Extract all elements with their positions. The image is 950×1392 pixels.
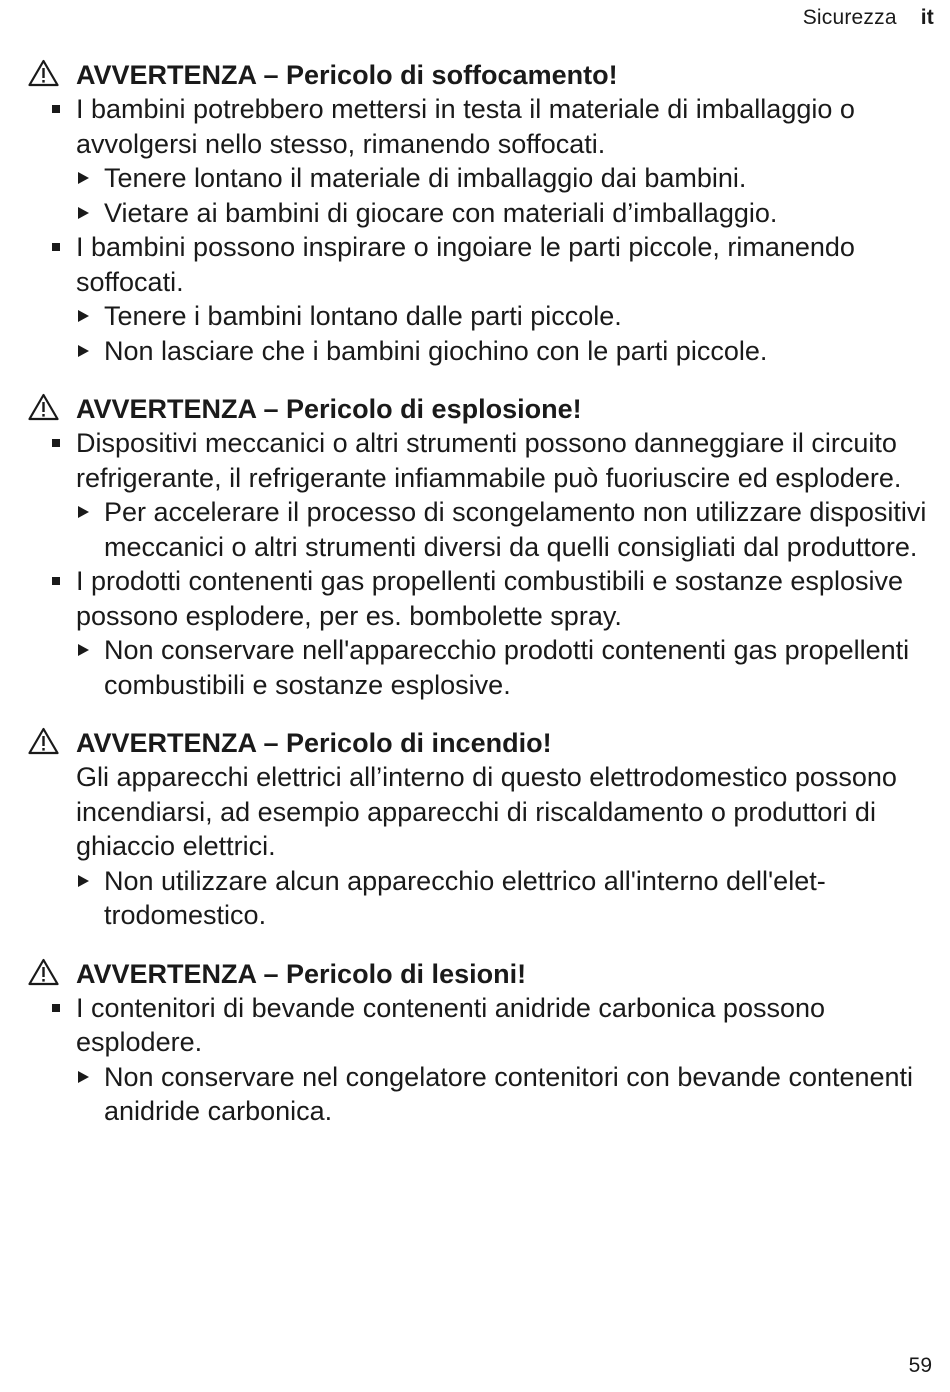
warning-triangle-icon <box>28 958 59 986</box>
bullet-text: Dispositivi meccanici o altri strumenti possono danneggiare il circuito refrigerante, il refrigerante infiammabile può fuoriuscire ed esplodere. <box>76 428 902 493</box>
action-arrow-icon <box>78 172 89 184</box>
action-text: Non utilizzare alcun apparecchio elettrico all'interno dell'elettrodomestico. <box>104 865 826 930</box>
bullet-square-icon <box>52 577 60 585</box>
warning-heading <box>28 392 938 426</box>
warning-fire <box>28 726 938 933</box>
bullet-text: I prodotti contenenti gas propellenti combustibili e sostanze esplosive possono esplodere, per es. bombolette spray. <box>76 566 903 631</box>
action-arrow-icon <box>78 875 89 887</box>
bullet-square-icon <box>52 105 60 113</box>
bullet-square-icon <box>52 1004 60 1012</box>
action-text: Non lasciare che i bambini giochino con le parti piccole. <box>104 335 768 366</box>
action-arrow-icon <box>78 506 89 518</box>
action-item <box>28 299 938 334</box>
warning-injury <box>28 957 938 1129</box>
page-number: 59 <box>908 1354 932 1377</box>
action-arrow-icon <box>78 644 89 656</box>
list-item <box>28 426 938 495</box>
language-code: it <box>920 6 934 29</box>
warning-title: AVVERTENZA – Pericolo di esplosione! <box>76 394 582 424</box>
action-item <box>28 334 938 369</box>
list-item <box>28 991 938 1060</box>
warning-explosion <box>28 392 938 702</box>
bullet-text: I contenitori di bevande contenenti anidride carbonica possono esplodere. <box>76 992 826 1057</box>
bullet-square-icon <box>52 243 60 251</box>
bullet-text: I bambini possono inspirare o ingoiare le parti piccole, rimanendo soffocati. <box>76 232 855 297</box>
action-text: Non conservare nel congelatore contenitori con bevande contenenti anidride carbonica. <box>104 1061 914 1126</box>
warning-triangle-icon <box>28 393 59 421</box>
warning-title: AVVERTENZA – Pericolo di soffocamento! <box>76 60 618 90</box>
warning-triangle-icon <box>28 59 59 87</box>
list-item <box>28 230 938 299</box>
action-item <box>28 196 938 231</box>
warning-intro: Gli apparecchi elettrici all’interno di questo elettrodomestico possono incendiarsi, ad esempio apparecchi di riscaldamento o produttori di ghiaccio elettrici. <box>76 762 897 861</box>
safety-content <box>28 58 938 1153</box>
action-arrow-icon <box>78 345 89 357</box>
action-text: Vietare ai bambini di giocare con materiali d’imballaggio. <box>104 197 778 228</box>
action-item <box>28 633 938 702</box>
warning-title: AVVERTENZA – Pericolo di incendio! <box>76 728 552 758</box>
action-arrow-icon <box>78 310 89 322</box>
warning-heading <box>28 957 938 991</box>
warning-heading <box>28 726 938 760</box>
warning-heading <box>28 58 938 92</box>
warning-title: AVVERTENZA – Pericolo di lesioni! <box>76 958 527 989</box>
section-title: Sicurezza <box>802 6 897 29</box>
action-item <box>28 161 938 196</box>
action-arrow-icon <box>78 207 89 219</box>
list-item <box>28 92 938 161</box>
action-text: Tenere lontano il materiale di imballaggio dai bambini. <box>104 163 747 193</box>
page-header <box>803 6 934 30</box>
warning-suffocation <box>28 58 938 368</box>
warning-triangle-icon <box>28 727 59 755</box>
action-arrow-icon <box>78 1071 89 1083</box>
action-text: Non conservare nell'apparecchio prodotti contenenti gas propellenti combustibili e sostanze esplosive. <box>104 635 910 700</box>
action-item <box>28 864 938 933</box>
list-item <box>28 564 938 633</box>
action-text: Per accelerare il processo di scongelamento non utilizzare dispositivi meccanici o altri strumenti diversi da quelli consigliati dal produttore. <box>104 497 927 562</box>
action-item <box>28 495 938 564</box>
action-item <box>28 1060 938 1129</box>
action-text: Tenere i bambini lontano dalle parti piccole. <box>104 301 622 331</box>
bullet-text: I bambini potrebbero mettersi in testa il materiale di imballaggio o avvolgersi nello stesso, rimanendo soffocati. <box>76 94 855 159</box>
bullet-square-icon <box>52 439 60 447</box>
